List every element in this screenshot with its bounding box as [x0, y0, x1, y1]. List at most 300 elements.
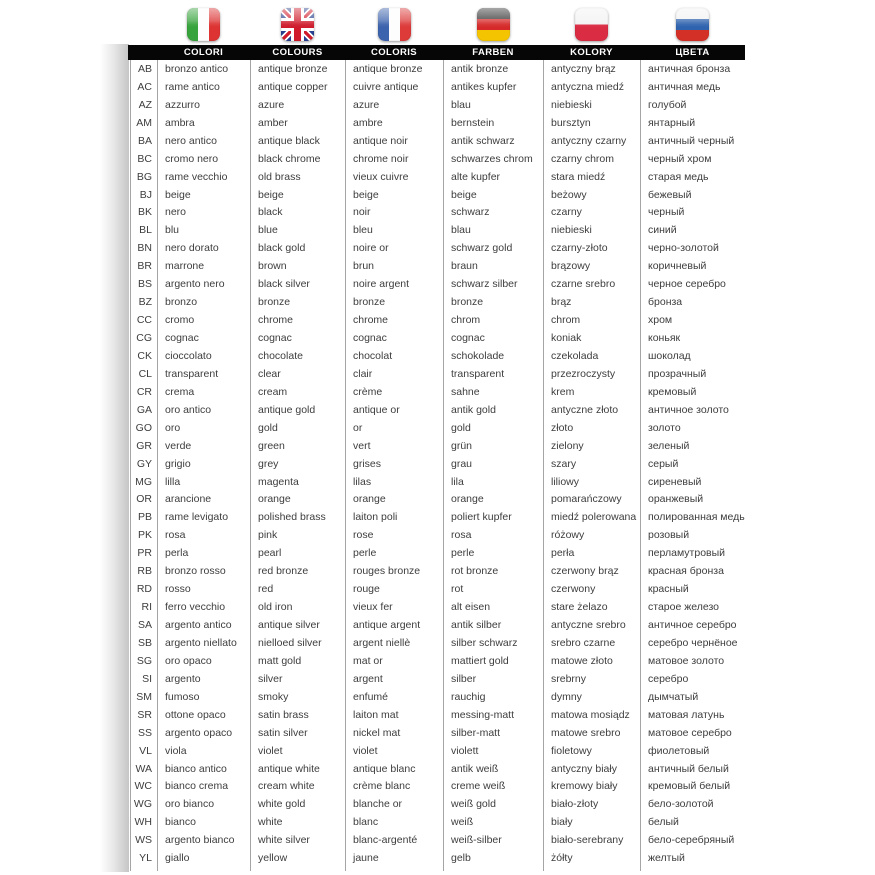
- color-name-polish: przezroczysty: [543, 365, 640, 383]
- color-name-polish: srebro czarne: [543, 634, 640, 652]
- color-code: RD: [130, 580, 157, 598]
- color-name-italian: oro antico: [157, 401, 250, 419]
- table-row: [130, 742, 745, 760]
- color-name-german: schwarzes chrom: [443, 150, 543, 168]
- color-name-russian: коньяк: [640, 329, 745, 347]
- table-row: [130, 813, 745, 831]
- column-header-de: FARBEN: [472, 47, 514, 58]
- color-name-italian: bronzo antico: [157, 60, 250, 78]
- color-code: GO: [130, 419, 157, 437]
- color-name-polish: stara miedź: [543, 168, 640, 186]
- color-name-german: schokolade: [443, 347, 543, 365]
- color-name-polish: antyczna miedź: [543, 78, 640, 96]
- color-name-polish: bursztyn: [543, 114, 640, 132]
- color-name-french: antique bronze: [345, 60, 443, 78]
- color-name-french: laiton poli: [345, 508, 443, 526]
- color-name-french: bleu: [345, 221, 443, 239]
- color-name-russian: коричневый: [640, 257, 745, 275]
- color-name-french: cognac: [345, 329, 443, 347]
- color-name-italian: nero dorato: [157, 239, 250, 257]
- color-name-italian: transparent: [157, 365, 250, 383]
- color-name-french: vieux cuivre: [345, 168, 443, 186]
- color-name-english: violet: [250, 742, 345, 760]
- color-name-french: crème: [345, 383, 443, 401]
- color-name-french: vert: [345, 437, 443, 455]
- color-name-french: ambre: [345, 114, 443, 132]
- color-name-french: rouges bronze: [345, 562, 443, 580]
- color-name-french: brun: [345, 257, 443, 275]
- color-name-russian: красный: [640, 580, 745, 598]
- color-name-italian: ferro vecchio: [157, 598, 250, 616]
- color-name-french: blanc: [345, 813, 443, 831]
- color-name-italian: nero: [157, 204, 250, 222]
- color-name-german: grau: [443, 455, 543, 473]
- color-name-russian: фиолетовый: [640, 742, 745, 760]
- color-name-german: bernstein: [443, 114, 543, 132]
- color-code: BL: [130, 221, 157, 239]
- table-row: [130, 168, 745, 186]
- france-flag-icon: [378, 8, 411, 41]
- color-name-german: lila: [443, 473, 543, 491]
- color-name-german: creme weiß: [443, 778, 543, 796]
- color-code: AC: [130, 78, 157, 96]
- color-name-polish: czekolada: [543, 347, 640, 365]
- color-name-polish: różowy: [543, 526, 640, 544]
- color-name-english: amber: [250, 114, 345, 132]
- color-name-russian: оранжевый: [640, 491, 745, 509]
- color-name-french: antique blanc: [345, 760, 443, 778]
- color-code: GA: [130, 401, 157, 419]
- color-name-italian: verde: [157, 437, 250, 455]
- table-row: [130, 419, 745, 437]
- color-name-german: rot: [443, 580, 543, 598]
- color-name-english: clear: [250, 365, 345, 383]
- color-code: WH: [130, 813, 157, 831]
- color-code: CL: [130, 365, 157, 383]
- column-header-ru: ЦВЕТА: [675, 47, 710, 58]
- color-code: SG: [130, 652, 157, 670]
- color-name-russian: бело-серебряный: [640, 831, 745, 849]
- color-name-german: blau: [443, 96, 543, 114]
- color-name-russian: шоколад: [640, 347, 745, 365]
- color-name-polish: niebieski: [543, 96, 640, 114]
- color-name-russian: античная медь: [640, 78, 745, 96]
- table-row: [130, 508, 745, 526]
- color-name-russian: синий: [640, 221, 745, 239]
- color-code: OR: [130, 491, 157, 509]
- color-name-russian: белый: [640, 813, 745, 831]
- color-name-russian: голубой: [640, 96, 745, 114]
- color-code: CG: [130, 329, 157, 347]
- color-name-italian: argento: [157, 670, 250, 688]
- color-code: [130, 867, 157, 871]
- color-code: CK: [130, 347, 157, 365]
- flag-cell: [157, 8, 250, 41]
- color-name-polish: szary: [543, 455, 640, 473]
- table-row: [130, 132, 745, 150]
- color-name-english: white: [250, 813, 345, 831]
- color-name-french: noire argent: [345, 275, 443, 293]
- color-name-german: antik schwarz: [443, 132, 543, 150]
- color-name-russian: матовое золото: [640, 652, 745, 670]
- color-name-german: rosa: [443, 526, 543, 544]
- color-name-italian: argento niellato: [157, 634, 250, 652]
- color-name-german: antik gold: [443, 401, 543, 419]
- color-name-russian: прозрачный: [640, 365, 745, 383]
- color-name-italian: bianco crema: [157, 778, 250, 796]
- color-name-french: bronze: [345, 293, 443, 311]
- color-name-russian: красная бронза: [640, 562, 745, 580]
- color-name-german: blau: [443, 221, 543, 239]
- color-name-french: violet: [345, 742, 443, 760]
- color-name-french: chocolat: [345, 347, 443, 365]
- color-name-german: messing-matt: [443, 706, 543, 724]
- color-name-german: grün: [443, 437, 543, 455]
- color-name-russian: золото: [640, 419, 745, 437]
- color-name-english: orange: [250, 491, 345, 509]
- color-name-russian: розовый: [640, 526, 745, 544]
- color-name-polish: biało-złoty: [543, 795, 640, 813]
- table-row: [130, 293, 745, 311]
- color-name-italian: argento nero: [157, 275, 250, 293]
- color-name-english: magenta: [250, 473, 345, 491]
- color-name-polish: czerwony: [543, 580, 640, 598]
- table-row: [130, 221, 745, 239]
- color-name-italian: oro: [157, 419, 250, 437]
- color-name-russian: античная бронза: [640, 60, 745, 78]
- table-row: [130, 670, 745, 688]
- color-name-italian: nero antico: [157, 132, 250, 150]
- color-name-german: transparent: [443, 365, 543, 383]
- color-code: BZ: [130, 293, 157, 311]
- color-name-italian: beige: [157, 186, 250, 204]
- color-name-polish: srebrny: [543, 670, 640, 688]
- color-name-polish: czarny chrom: [543, 150, 640, 168]
- color-code: YL: [130, 849, 157, 867]
- table-row: [130, 275, 745, 293]
- color-name-english: smoky: [250, 688, 345, 706]
- color-name-russian: черное серебро: [640, 275, 745, 293]
- color-name-english: antique silver: [250, 616, 345, 634]
- color-name-french: crème blanc: [345, 778, 443, 796]
- flag-cell: [250, 8, 345, 41]
- color-code: BS: [130, 275, 157, 293]
- color-name-english: red bronze: [250, 562, 345, 580]
- color-code: GY: [130, 455, 157, 473]
- color-name-english: polished brass: [250, 508, 345, 526]
- color-name-russian: черно-золотой: [640, 239, 745, 257]
- color-name-english: old iron: [250, 598, 345, 616]
- table-row: [130, 652, 745, 670]
- color-name-italian: cognac: [157, 329, 250, 347]
- color-name-italian: rame vecchio: [157, 168, 250, 186]
- table-row: [130, 114, 745, 132]
- color-name-polish: perła: [543, 544, 640, 562]
- color-name-russian: матовая латунь: [640, 706, 745, 724]
- color-name-polish: brązowy: [543, 257, 640, 275]
- color-name-russian: бело-золотой: [640, 795, 745, 813]
- color-name-french: azure: [345, 96, 443, 114]
- table-row: [130, 437, 745, 455]
- color-code: RI: [130, 598, 157, 616]
- color-name-german: antik bronze: [443, 60, 543, 78]
- color-code: WS: [130, 831, 157, 849]
- color-name-italian: viola: [157, 742, 250, 760]
- color-name-english: nielloed silver: [250, 634, 345, 652]
- table-row: [130, 329, 745, 347]
- table-row: [130, 311, 745, 329]
- color-name-french: clair: [345, 365, 443, 383]
- color-name-french: antique noir: [345, 132, 443, 150]
- color-name-polish: matowe złoto: [543, 652, 640, 670]
- color-name-french: or: [345, 419, 443, 437]
- color-code: SM: [130, 688, 157, 706]
- color-name-russian: полированная медь: [640, 508, 745, 526]
- table-row: [130, 778, 745, 796]
- color-name-english: [250, 867, 345, 871]
- color-code: PK: [130, 526, 157, 544]
- color-name-italian: bianco: [157, 813, 250, 831]
- color-name-russian: серый: [640, 455, 745, 473]
- color-code: SI: [130, 670, 157, 688]
- color-name-english: white silver: [250, 831, 345, 849]
- color-name-english: cognac: [250, 329, 345, 347]
- color-name-english: black gold: [250, 239, 345, 257]
- color-name-italian: giallo: [157, 849, 250, 867]
- color-name-german: silber-matt: [443, 724, 543, 742]
- color-name-italian: bianco antico: [157, 760, 250, 778]
- color-code: GR: [130, 437, 157, 455]
- table-row: [130, 544, 745, 562]
- color-name-polish: złoto: [543, 419, 640, 437]
- color-name-french: laiton mat: [345, 706, 443, 724]
- color-name-italian: blu: [157, 221, 250, 239]
- color-name-german: sahne: [443, 383, 543, 401]
- color-name-english: gold: [250, 419, 345, 437]
- color-name-italian: cromo nero: [157, 150, 250, 168]
- color-name-german: braun: [443, 257, 543, 275]
- color-name-english: antique gold: [250, 401, 345, 419]
- color-name-italian: rosso: [157, 580, 250, 598]
- color-name-german: alt eisen: [443, 598, 543, 616]
- color-name-italian: lilla: [157, 473, 250, 491]
- border-tail-row: [130, 867, 745, 871]
- color-name-french: lilas: [345, 473, 443, 491]
- table-row: [130, 562, 745, 580]
- color-name-italian: argento bianco: [157, 831, 250, 849]
- color-name-italian: argento antico: [157, 616, 250, 634]
- color-name-german: cognac: [443, 329, 543, 347]
- color-name-polish: miedź polerowana: [543, 508, 640, 526]
- color-name-german: gold: [443, 419, 543, 437]
- color-code: AM: [130, 114, 157, 132]
- color-name-french: antique or: [345, 401, 443, 419]
- color-name-german: antik silber: [443, 616, 543, 634]
- table-row: [130, 831, 745, 849]
- color-name-russian: сиреневый: [640, 473, 745, 491]
- color-name-english: bronze: [250, 293, 345, 311]
- color-name-polish: zielony: [543, 437, 640, 455]
- color-name-french: argent niellè: [345, 634, 443, 652]
- page-edge-shadow: [100, 44, 129, 872]
- table-row: [130, 580, 745, 598]
- color-name-italian: rosa: [157, 526, 250, 544]
- color-name-russian: янтарный: [640, 114, 745, 132]
- color-name-italian: cioccolato: [157, 347, 250, 365]
- flag-cell: [543, 8, 640, 41]
- color-name-german: [443, 867, 543, 871]
- color-name-english: blue: [250, 221, 345, 239]
- flag-cell: [443, 8, 543, 41]
- color-code: PR: [130, 544, 157, 562]
- color-code: CC: [130, 311, 157, 329]
- color-name-italian: argento opaco: [157, 724, 250, 742]
- color-name-german: perle: [443, 544, 543, 562]
- flag-cell: [640, 8, 745, 41]
- color-name-french: [345, 867, 443, 871]
- color-name-german: alte kupfer: [443, 168, 543, 186]
- color-name-russian: [640, 867, 745, 871]
- color-name-german: mattiert gold: [443, 652, 543, 670]
- color-name-german: chrom: [443, 311, 543, 329]
- color-code: AZ: [130, 96, 157, 114]
- color-name-polish: fioletowy: [543, 742, 640, 760]
- color-name-french: argent: [345, 670, 443, 688]
- color-name-english: pink: [250, 526, 345, 544]
- color-name-russian: черный хром: [640, 150, 745, 168]
- color-name-french: perle: [345, 544, 443, 562]
- color-name-polish: antyczne złoto: [543, 401, 640, 419]
- color-name-german: schwarz gold: [443, 239, 543, 257]
- color-name-english: brown: [250, 257, 345, 275]
- color-name-russian: хром: [640, 311, 745, 329]
- color-name-english: satin brass: [250, 706, 345, 724]
- table-row: [130, 186, 745, 204]
- color-name-italian: perla: [157, 544, 250, 562]
- color-name-french: chrome noir: [345, 150, 443, 168]
- table-row: [130, 401, 745, 419]
- color-name-english: chrome: [250, 311, 345, 329]
- color-name-italian: bronzo rosso: [157, 562, 250, 580]
- color-name-russian: бронза: [640, 293, 745, 311]
- russia-flag-icon: [676, 8, 709, 41]
- color-name-polish: stare żelazo: [543, 598, 640, 616]
- color-name-polish: beżowy: [543, 186, 640, 204]
- color-name-russian: античный белый: [640, 760, 745, 778]
- color-name-polish: [543, 867, 640, 871]
- color-name-polish: antyczny biały: [543, 760, 640, 778]
- color-name-russian: старое железо: [640, 598, 745, 616]
- color-name-french: beige: [345, 186, 443, 204]
- color-name-german: silber: [443, 670, 543, 688]
- color-name-german: beige: [443, 186, 543, 204]
- color-name-polish: biało-serebrany: [543, 831, 640, 849]
- table-row: [130, 150, 745, 168]
- color-name-english: antique black: [250, 132, 345, 150]
- color-name-english: matt gold: [250, 652, 345, 670]
- table-row: [130, 365, 745, 383]
- table-row: [130, 239, 745, 257]
- color-code: BN: [130, 239, 157, 257]
- color-code: BJ: [130, 186, 157, 204]
- color-name-russian: дымчатый: [640, 688, 745, 706]
- color-name-english: beige: [250, 186, 345, 204]
- color-name-russian: матовое серебро: [640, 724, 745, 742]
- color-name-russian: серебро чернёное: [640, 634, 745, 652]
- table-row: [130, 347, 745, 365]
- color-name-german: orange: [443, 491, 543, 509]
- color-name-english: satin silver: [250, 724, 345, 742]
- color-name-polish: czerwony brąz: [543, 562, 640, 580]
- color-name-italian: oro bianco: [157, 795, 250, 813]
- table-row: [130, 634, 745, 652]
- color-name-french: rose: [345, 526, 443, 544]
- color-code: BG: [130, 168, 157, 186]
- color-name-french: jaune: [345, 849, 443, 867]
- color-name-russian: серебро: [640, 670, 745, 688]
- table-row: [130, 96, 745, 114]
- color-name-polish: niebieski: [543, 221, 640, 239]
- table-row: [130, 60, 745, 78]
- color-name-french: rouge: [345, 580, 443, 598]
- color-name-german: silber schwarz: [443, 634, 543, 652]
- color-name-polish: antyczne srebro: [543, 616, 640, 634]
- color-name-polish: matowe srebro: [543, 724, 640, 742]
- color-name-italian: arancione: [157, 491, 250, 509]
- color-name-english: silver: [250, 670, 345, 688]
- color-name-russian: желтый: [640, 849, 745, 867]
- color-code: SS: [130, 724, 157, 742]
- table-row: [130, 526, 745, 544]
- color-name-german: schwarz silber: [443, 275, 543, 293]
- table-row: [130, 724, 745, 742]
- table-row: [130, 78, 745, 96]
- color-name-english: yellow: [250, 849, 345, 867]
- color-name-english: red: [250, 580, 345, 598]
- color-name-english: cream: [250, 383, 345, 401]
- table-row: [130, 383, 745, 401]
- color-name-polish: chrom: [543, 311, 640, 329]
- color-code: WA: [130, 760, 157, 778]
- color-name-german: poliert kupfer: [443, 508, 543, 526]
- table-row: [130, 795, 745, 813]
- color-name-russian: античное золото: [640, 401, 745, 419]
- color-code: CR: [130, 383, 157, 401]
- color-name-english: cream white: [250, 778, 345, 796]
- color-name-polish: czarne srebro: [543, 275, 640, 293]
- color-name-english: black chrome: [250, 150, 345, 168]
- color-name-french: cuivre antique: [345, 78, 443, 96]
- color-name-french: noir: [345, 204, 443, 222]
- color-name-english: chocolate: [250, 347, 345, 365]
- column-header-fr: COLORIS: [370, 47, 418, 58]
- color-name-french: nickel mat: [345, 724, 443, 742]
- color-name-french: blanche or: [345, 795, 443, 813]
- color-code: BK: [130, 204, 157, 222]
- column-header-it: COLORI: [183, 47, 224, 58]
- color-name-german: antik weiß: [443, 760, 543, 778]
- color-name-polish: biały: [543, 813, 640, 831]
- color-name-russian: старая медь: [640, 168, 745, 186]
- color-name-russian: античный черный: [640, 132, 745, 150]
- color-name-russian: античное серебро: [640, 616, 745, 634]
- color-name-english: pearl: [250, 544, 345, 562]
- color-name-french: enfumé: [345, 688, 443, 706]
- color-name-english: antique white: [250, 760, 345, 778]
- table-header: [128, 45, 745, 60]
- color-name-french: orange: [345, 491, 443, 509]
- color-name-italian: crema: [157, 383, 250, 401]
